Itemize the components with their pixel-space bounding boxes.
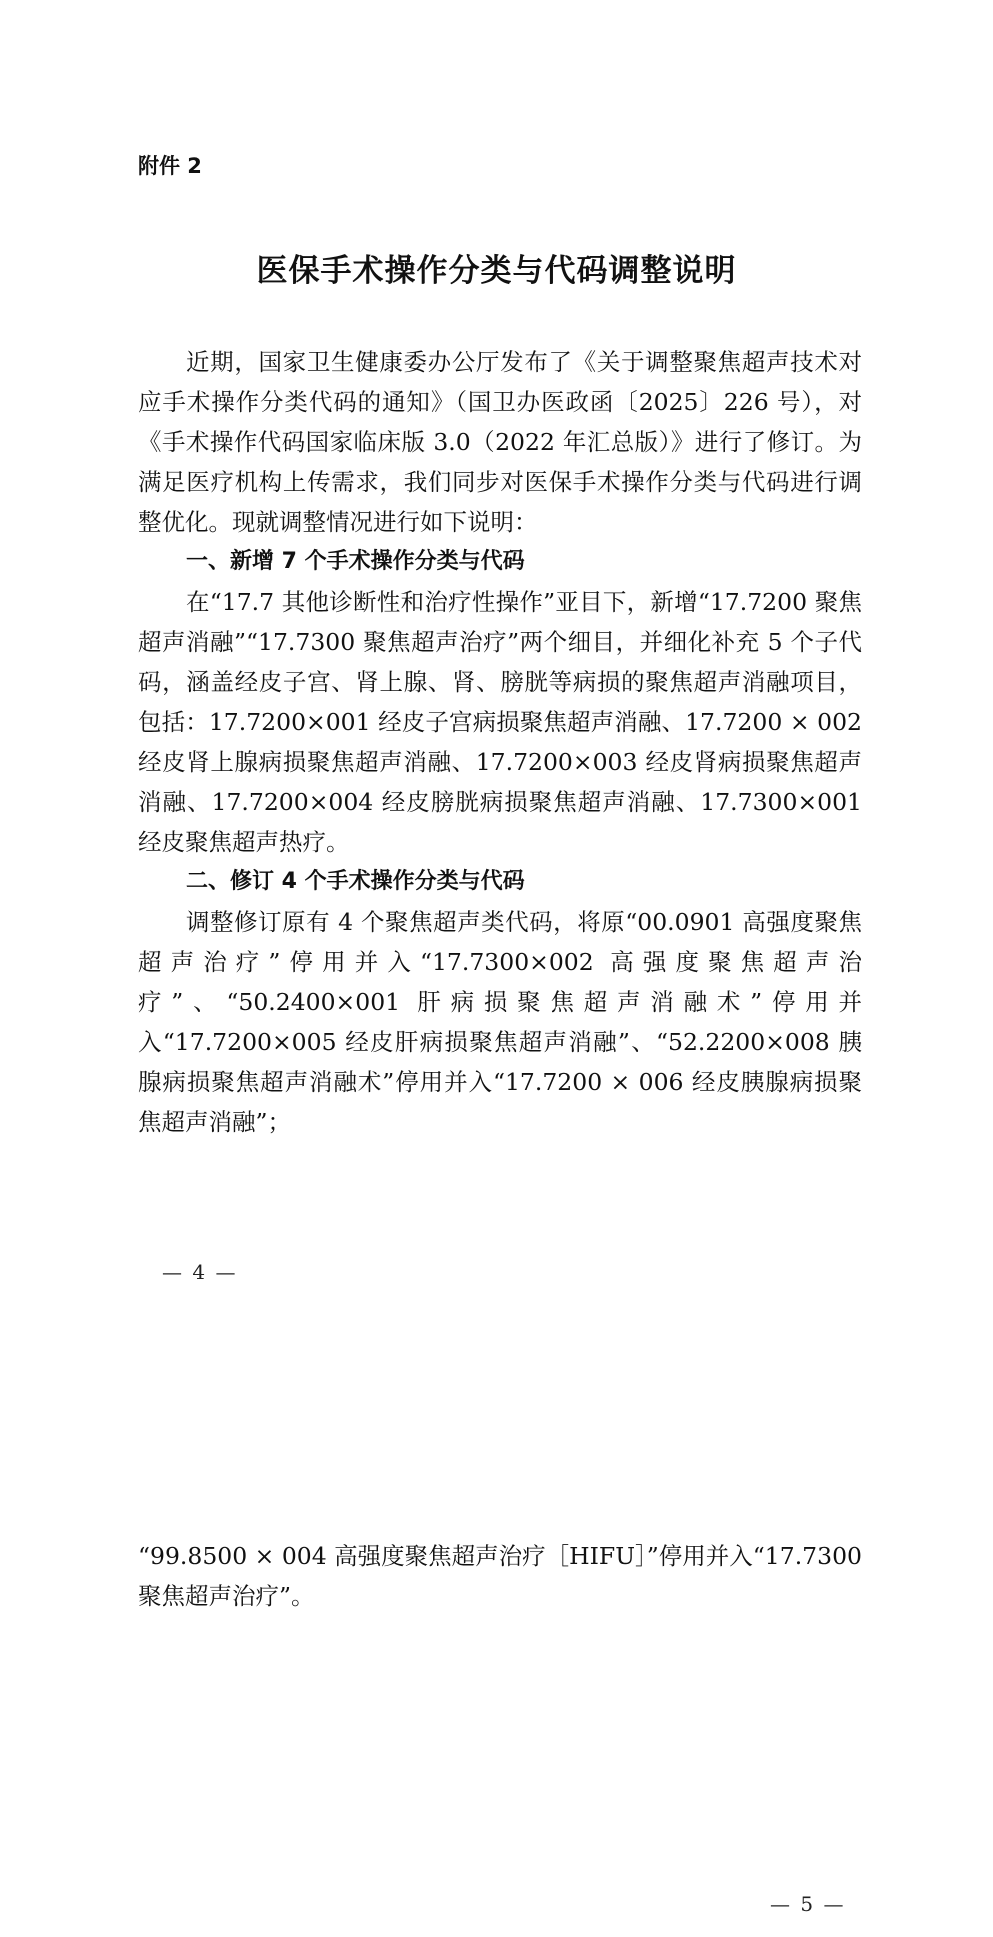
document-title: 医保手术操作分类与代码调整说明 [256,253,737,289]
section2-continuation: “99.8500 × 004 高强度聚焦超声治疗［HIFU］”停用并入“17.7300 聚焦超声治疗”。 [138,1542,862,1610]
intro-paragraph: 近期，国家卫生健康委办公厅发布了《关于调整聚焦超声技术对应手术操作分类代码的通知》（国卫办医政函〔2025〕226 号），对《手术操作代码国家临床版 3.0（2022 年汇总版）》进行了修订。为满足医疗机构上传需求，我们同步对医保手术操作分类与代码进行调整优化。现就调整情况进行如下说明： [138,348,862,536]
page-number-4: — 4 — [162,1260,238,1284]
section1-paragraph: 在“17.7 其他诊断性和治疗性操作”亚目下，新增“17.7200 聚焦超声消融”“17.7300 聚焦超声治疗”两个细目，并细化补充 5 个子代码，涵盖经皮子宫、肾上腺、肾、膀胱等病损的聚焦超声消融项目，包括：17.7200×001 经皮子宫病损聚焦超声消融、17.7200 × 002 经皮肾上腺病损聚焦超声消融、17.7200×003 经皮肾病损聚焦超声消融、17.7200×004 经皮膀胱病损聚焦超声消融、17.7300×001 经皮聚焦超声热疗。 [138,588,862,856]
section1-heading: 一、新增 7 个手术操作分类与代码 [186,549,525,574]
attachment-label: 附件 2 [138,154,202,178]
section2-heading: 二、修订 4 个手术操作分类与代码 [186,869,525,894]
document-body [138,342,862,1142]
page-number-5: — 5 — [770,1892,846,1916]
section2-paragraph: 调整修订原有 4 个聚焦超声类代码，将原“00.0901 高强度聚焦超声治疗”停用并入“17.7300×002 高强度聚焦超声治疗”、“50.2400×001 肝病损聚焦超声消融术”停用并入“17.7200×005 经皮肝病损聚焦超声消融”、“52.2200×008 胰腺病损聚焦超声消融术”停用并入“17.7200 × 006 经皮胰腺病损聚焦超声消融”； [138,908,862,1136]
